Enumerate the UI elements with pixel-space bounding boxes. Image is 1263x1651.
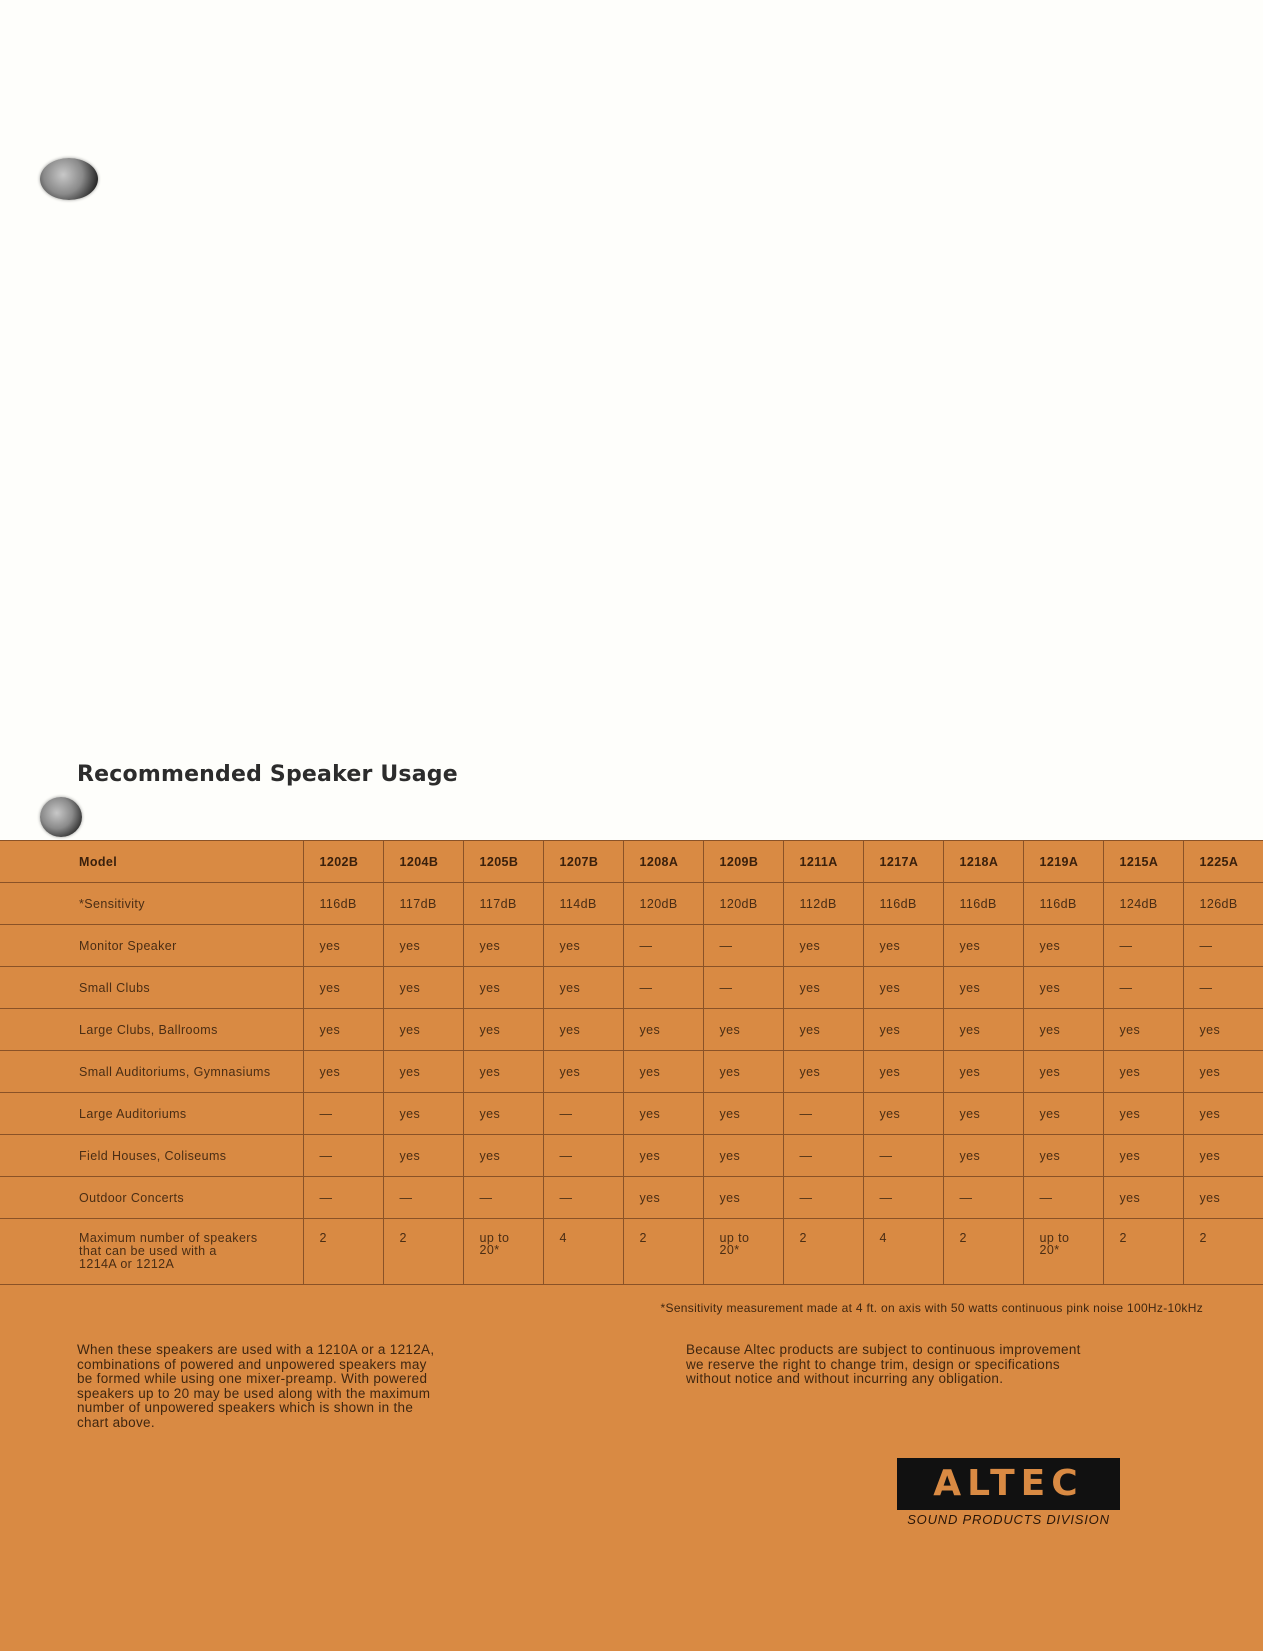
table-cell: yes — [1023, 925, 1103, 967]
table-cell: yes — [863, 925, 943, 967]
table-cell: 117dB — [383, 883, 463, 925]
cell-line: 2 — [959, 1231, 967, 1245]
model-header-cell: 1205B — [463, 841, 543, 883]
table-cell: — — [383, 1177, 463, 1219]
cell-line: up to — [719, 1231, 750, 1245]
table-cell: yes — [543, 1051, 623, 1093]
table-cell: 124dB — [1103, 883, 1183, 925]
table-cell: — — [303, 1177, 383, 1219]
table-cell: 120dB — [703, 883, 783, 925]
cell-line: 2 — [639, 1231, 647, 1245]
table-cell — [783, 1219, 863, 1285]
table-cell: — — [783, 1177, 863, 1219]
table-cell: yes — [303, 925, 383, 967]
table-cell: yes — [1023, 1135, 1103, 1177]
table-cell: — — [783, 1135, 863, 1177]
table-cell: yes — [303, 967, 383, 1009]
table-cell: yes — [1103, 1093, 1183, 1135]
table-row-max-speakers — [0, 1219, 1263, 1285]
table-cell: yes — [1103, 1009, 1183, 1051]
row-label: Field Houses, Coliseums — [0, 1135, 303, 1177]
table-cell: — — [303, 1135, 383, 1177]
table-cell: yes — [303, 1009, 383, 1051]
table-cell: yes — [1103, 1135, 1183, 1177]
table-cell: yes — [1023, 1051, 1103, 1093]
table-cell: yes — [463, 1051, 543, 1093]
row-label-line: Maximum number of speakers — [79, 1231, 258, 1245]
table-cell: — — [303, 1093, 383, 1135]
model-header-cell: 1202B — [303, 841, 383, 883]
table-cell: — — [623, 967, 703, 1009]
row-label: Outdoor Concerts — [0, 1177, 303, 1219]
table-cell: yes — [1103, 1177, 1183, 1219]
usage-panel — [0, 840, 1263, 1651]
cell-line: up to — [479, 1231, 510, 1245]
table-cell: yes — [783, 1051, 863, 1093]
model-header-cell: 1215A — [1103, 841, 1183, 883]
table-cell: yes — [463, 925, 543, 967]
table-cell: yes — [943, 1093, 1023, 1135]
cell-line: 4 — [559, 1231, 567, 1245]
table-cell: yes — [943, 1009, 1023, 1051]
table-cell: yes — [703, 1051, 783, 1093]
cell-line: up to — [1039, 1231, 1070, 1245]
table-row — [0, 1177, 1263, 1219]
model-header-cell: 1211A — [783, 841, 863, 883]
division-label: SOUND PRODUCTS DIVISION — [907, 1512, 1110, 1527]
table-cell: yes — [463, 1009, 543, 1051]
altec-logo: ALTEC — [897, 1458, 1120, 1510]
table-cell: yes — [863, 1093, 943, 1135]
table-cell: yes — [543, 1009, 623, 1051]
table-cell: yes — [943, 967, 1023, 1009]
model-header-cell: 1207B — [543, 841, 623, 883]
table-cell: — — [863, 1135, 943, 1177]
table-cell: yes — [383, 1093, 463, 1135]
table-cell: yes — [703, 1177, 783, 1219]
table-cell: — — [703, 925, 783, 967]
cell-line: 20* — [479, 1243, 500, 1257]
table-cell: yes — [623, 1009, 703, 1051]
table-cell: yes — [303, 1051, 383, 1093]
model-header-cell: 1225A — [1183, 841, 1263, 883]
table-cell — [943, 1219, 1023, 1285]
table-cell: — — [943, 1177, 1023, 1219]
cell-line: 2 — [319, 1231, 327, 1245]
model-header-cell: 1209B — [703, 841, 783, 883]
table-cell: — — [1023, 1177, 1103, 1219]
table-cell: yes — [1023, 967, 1103, 1009]
table-cell — [543, 1219, 623, 1285]
row-label — [0, 1219, 303, 1285]
table-cell: 126dB — [1183, 883, 1263, 925]
table-cell: yes — [1023, 1093, 1103, 1135]
cell-line: 2 — [799, 1231, 807, 1245]
table-cell: yes — [863, 1051, 943, 1093]
page-title: Recommended Speaker Usage — [77, 762, 458, 787]
row-label-line: 1214A or 1212A — [79, 1257, 175, 1271]
table-cell: yes — [783, 1009, 863, 1051]
model-header-cell: 1208A — [623, 841, 703, 883]
table-cell: — — [543, 1177, 623, 1219]
table-cell: — — [703, 967, 783, 1009]
table-cell: yes — [943, 1135, 1023, 1177]
table-cell: — — [543, 1135, 623, 1177]
cell-line: 4 — [879, 1231, 887, 1245]
table-cell: yes — [383, 1051, 463, 1093]
table-row — [0, 1093, 1263, 1135]
table-cell: yes — [383, 967, 463, 1009]
table-cell: yes — [943, 925, 1023, 967]
table-cell: yes — [383, 1135, 463, 1177]
model-header-cell: 1204B — [383, 841, 463, 883]
row-label: *Sensitivity — [0, 883, 303, 925]
table-cell: yes — [703, 1093, 783, 1135]
table-row — [0, 1051, 1263, 1093]
table-cell: yes — [1183, 1051, 1263, 1093]
table-cell — [863, 1219, 943, 1285]
table-cell: 117dB — [463, 883, 543, 925]
improvement-disclaimer: Because Altec products are subject to continuous improvement we reserve the right to change trim, design or specifications without notice and without incurring any obligation. — [686, 1342, 1081, 1387]
table-cell: yes — [623, 1135, 703, 1177]
table-cell: — — [463, 1177, 543, 1219]
table-cell — [303, 1219, 383, 1285]
table-cell — [463, 1219, 543, 1285]
table-cell: — — [1183, 925, 1263, 967]
table-cell: yes — [1183, 1135, 1263, 1177]
header-row — [0, 841, 1263, 883]
table-cell: yes — [543, 925, 623, 967]
table-cell: yes — [1183, 1177, 1263, 1219]
table-cell: — — [863, 1177, 943, 1219]
powered-combination-note: When these speakers are used with a 1210A or a 1212A, combinations of powered and unpowered speakers may be formed while using one mixer-preamp. With powered speakers up to 20 may be used along with the maximum number of unpowered speakers which is shown in the chart above. — [77, 1342, 435, 1430]
table-cell — [1023, 1219, 1103, 1285]
table-cell: yes — [463, 1135, 543, 1177]
cell-line: 2 — [399, 1231, 407, 1245]
table-cell: 112dB — [783, 883, 863, 925]
table-cell: 114dB — [543, 883, 623, 925]
binder-hole-top — [40, 158, 98, 200]
table-cell: 116dB — [1023, 883, 1103, 925]
table-row — [0, 1009, 1263, 1051]
table-cell: yes — [383, 1009, 463, 1051]
table-cell: 116dB — [943, 883, 1023, 925]
table-cell: 116dB — [303, 883, 383, 925]
row-label: Large Auditoriums — [0, 1093, 303, 1135]
row-label: Small Clubs — [0, 967, 303, 1009]
table-cell: yes — [783, 967, 863, 1009]
model-header-cell: 1219A — [1023, 841, 1103, 883]
table-cell: — — [1103, 967, 1183, 1009]
cell-line: 20* — [1039, 1243, 1060, 1257]
table-cell: yes — [1023, 1009, 1103, 1051]
model-header-cell: 1218A — [943, 841, 1023, 883]
cell-line: 20* — [719, 1243, 740, 1257]
table-cell: 120dB — [623, 883, 703, 925]
table-cell — [623, 1219, 703, 1285]
table-cell: yes — [623, 1051, 703, 1093]
table-cell: yes — [463, 967, 543, 1009]
table-cell: yes — [783, 925, 863, 967]
row-label: Large Clubs, Ballrooms — [0, 1009, 303, 1051]
table-cell: 116dB — [863, 883, 943, 925]
table-cell: yes — [383, 925, 463, 967]
table-cell — [1183, 1219, 1263, 1285]
table-cell: — — [783, 1093, 863, 1135]
sensitivity-footnote: *Sensitivity measurement made at 4 ft. on axis with 50 watts continuous pink noise 100Hz-10kHz — [660, 1301, 1203, 1315]
table-cell: yes — [1183, 1009, 1263, 1051]
model-header-cell: 1217A — [863, 841, 943, 883]
table-cell: yes — [623, 1093, 703, 1135]
table-cell: — — [1183, 967, 1263, 1009]
cell-line: 2 — [1199, 1231, 1207, 1245]
table-cell: yes — [623, 1177, 703, 1219]
table-cell: — — [623, 925, 703, 967]
table-cell: yes — [1103, 1051, 1183, 1093]
speaker-usage-table — [0, 840, 1263, 1285]
row-label: Small Auditoriums, Gymnasiums — [0, 1051, 303, 1093]
model-header: Model — [0, 841, 303, 883]
table-row — [0, 967, 1263, 1009]
table-cell — [383, 1219, 463, 1285]
row-label-line: that can be used with a — [79, 1244, 217, 1258]
table-cell — [703, 1219, 783, 1285]
table-cell: yes — [543, 967, 623, 1009]
table-cell: — — [543, 1093, 623, 1135]
table-cell: yes — [863, 1009, 943, 1051]
table-cell — [1103, 1219, 1183, 1285]
table-cell: yes — [703, 1009, 783, 1051]
usage-table-body — [0, 883, 1263, 1285]
cell-line: 2 — [1119, 1231, 1127, 1245]
table-row — [0, 1135, 1263, 1177]
table-cell: yes — [943, 1051, 1023, 1093]
table-row — [0, 883, 1263, 925]
table-cell: — — [1103, 925, 1183, 967]
table-cell: yes — [1183, 1093, 1263, 1135]
binder-hole-middle — [40, 797, 82, 837]
table-row — [0, 925, 1263, 967]
table-cell: yes — [703, 1135, 783, 1177]
table-cell: yes — [463, 1093, 543, 1135]
table-cell: yes — [863, 967, 943, 1009]
row-label: Monitor Speaker — [0, 925, 303, 967]
